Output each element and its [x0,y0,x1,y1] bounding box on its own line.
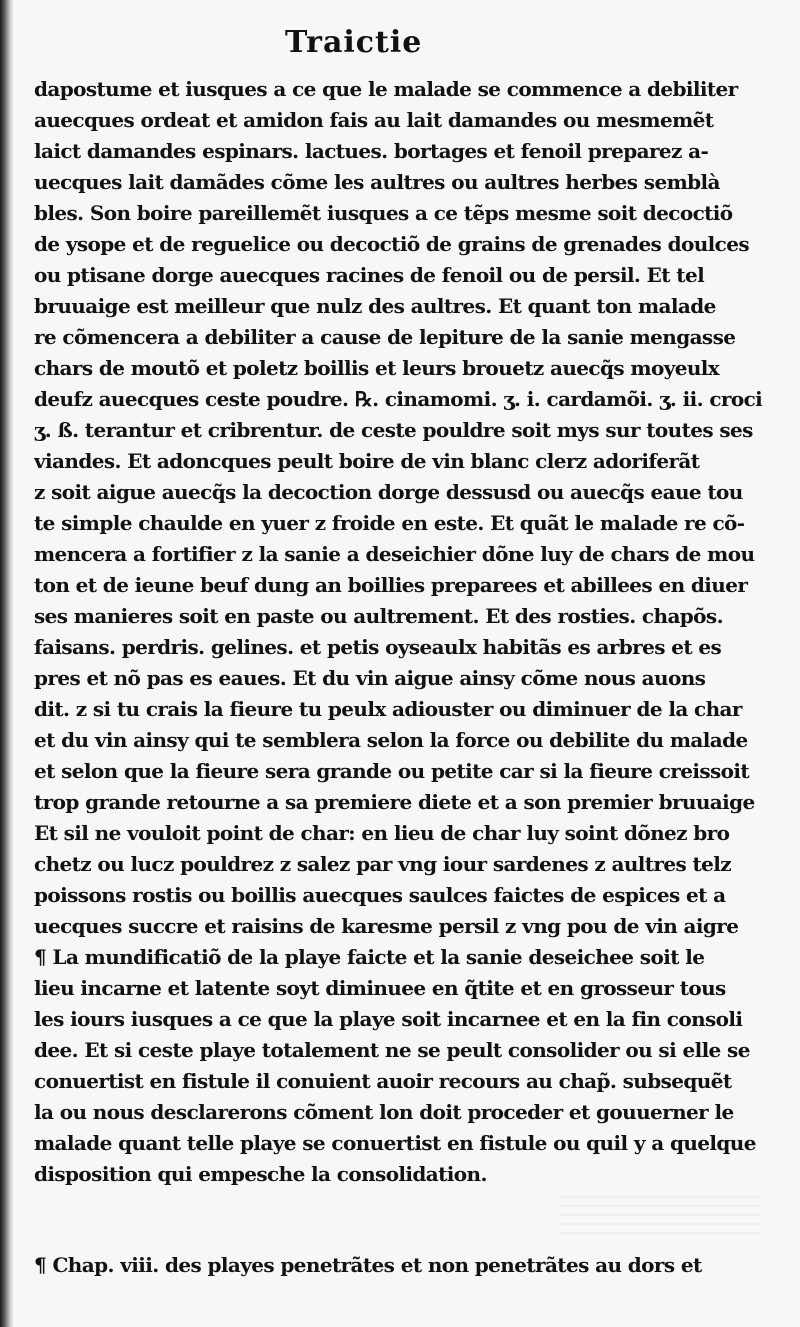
text-block [34,74,774,1190]
text-line: mencera a fortifier z la sanie a deseichier dõne luy de chars de mou [34,542,755,566]
text-line: dapostume et iusques a ce que le malade se commence a debiliter [34,77,738,101]
text-line: laict damandes espinars. lactues. bortages et fenoil preparez a- [34,139,709,163]
text-line: ses manieres soit en paste ou aultrement. Et des rosties. chapõs. [34,604,723,628]
text-line: deufz auecques ceste poudre. ℞. cinamomi. ʒ. i. cardamõi. ʒ. ii. croci [34,387,763,411]
text-line: dee. Et si ceste playe totalement ne se peult consolider ou si elle se [34,1038,750,1062]
text-line: re cõmencera a debiliter a cause de lepiture de la sanie mengasse [34,325,736,349]
text-line: les iours iusques a ce que la playe soit incarnee et en la fin consoli [34,1007,743,1031]
text-line: disposition qui empesche la consolidation. [34,1162,487,1186]
text-line: ¶ La mundificatiõ de la playe faicte et la sanie deseichee soit le [34,945,705,969]
text-line: malade quant telle playe se conuertist en fistule ou quil y a quelque [34,1131,756,1155]
show-through [560,1196,760,1236]
text-line: te simple chaulde en yuer z froide en este. Et quãt le malade re cõ- [34,511,745,535]
text-line: conuertist en fistule il conuient auoir recours au chap̃. subsequẽt [34,1069,732,1093]
text-line: lieu incarne et latente soyt diminuee en q̃tite et en grosseur tous [34,976,726,1000]
text-line: poissons rostis ou boillis auecques saulces faictes de espices et a [34,883,726,907]
text-line: viandes. Et adoncques peult boire de vin blanc clerz adoriferãt [34,449,700,473]
text-line: auecques ordeat et amidon fais au lait damandes ou mesmemẽt [34,108,714,132]
binding-gutter [0,0,14,1327]
text-line: trop grande retourne a sa premiere diete et a son premier bruuaige [34,790,755,814]
text-line: dit. z si tu crais la fieure tu peulx adiouster ou diminuer de la char [34,697,742,721]
text-line: chetz ou lucz pouldrez z salez par vng iour sardenes z aultres telz [34,852,732,876]
running-head: Traictie [285,25,423,60]
text-line: de ysope et de reguelice ou decoctiõ de grains de grenades doulces [34,232,750,256]
text-line: la ou nous desclarerons cõment lon doit proceder et gouuerner le [34,1100,734,1124]
text-line: chars de moutõ et poletz boillis et leurs brouetz auecq̃s moyeulx [34,356,720,380]
text-line: uecques lait damãdes cõme les aultres ou aultres herbes semblà [34,170,720,194]
text-line: bruuaige est meilleur que nulz des aultres. Et quant ton malade [34,294,716,318]
text-line: faisans. perdris. gelines. et petis oyseaulx habitãs es arbres et es [34,635,722,659]
text-line: ʒ. ß. terantur et cribrentur. de ceste pouldre soit mys sur toutes ses [34,418,753,442]
text-line: et selon que la fieure sera grande ou petite car si la fieure creissoit [34,759,750,783]
text-line: ou ptisane dorge auecques racines de fenoil ou de persil. Et tel [34,263,705,287]
text-line: uecques succre et raisins de karesme persil z vng pou de vin aigre [34,914,739,938]
text-line: ton et de ieune beuf dung an boillies preparees et abillees en diuer [34,573,748,597]
text-line: Et sil ne vouloit point de char: en lieu de char luy soint dõnez bro [34,821,730,845]
text-line: pres et nõ pas es eaues. Et du vin aigue ainsy cõme nous auons [34,666,706,690]
chapter-heading: ¶ Chap. viii. des playes penetrãtes et non penetrãtes au dors et [34,1253,702,1277]
text-line: et du vin ainsy qui te semblera selon la force ou debilite du malade [34,728,748,752]
text-line: bles. Son boire pareillemẽt iusques a ce tẽps mesme soit decoctiõ [34,201,733,225]
text-line: z soit aigue auecq̃s la decoction dorge dessusd ou auecq̃s eaue tou [34,480,743,504]
